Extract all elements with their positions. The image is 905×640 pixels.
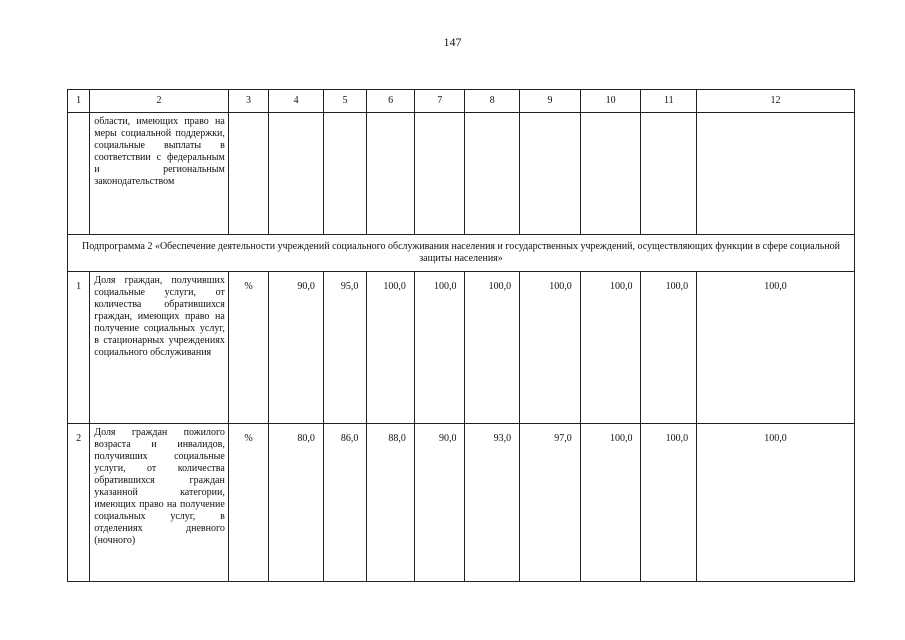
- value-cell: [367, 113, 415, 235]
- indicator-description: [90, 113, 229, 235]
- header-cell: 6: [367, 90, 415, 113]
- value-cell: 80,0: [269, 424, 324, 582]
- value-cell: 100,0: [580, 272, 641, 424]
- value-cell: 100,0: [641, 424, 697, 582]
- value-cell: [641, 113, 697, 235]
- value-cell: [520, 113, 581, 235]
- value-cell: 100,0: [641, 272, 697, 424]
- header-cell: 10: [580, 90, 641, 113]
- value-cell: 100,0: [414, 272, 465, 424]
- value-cell: [465, 113, 520, 235]
- value-cell: 100,0: [520, 272, 581, 424]
- value-cell: 100,0: [697, 272, 855, 424]
- value-cell: [580, 113, 641, 235]
- description-text: Доля граждан пожилого возраста и инвалидов, получивших социальные услуги, от количества обратившихся граждан указанной категории, имеющих право на получение социальных услуг, в отделениях дневного (ночного): [94, 427, 225, 546]
- value-cell: 100,0: [697, 424, 855, 582]
- value-cell: 100,0: [465, 272, 520, 424]
- header-cell: 3: [228, 90, 268, 113]
- subprogram-row: [68, 235, 855, 272]
- value-cell: [269, 113, 324, 235]
- continuation-row: [68, 113, 855, 235]
- value-cell: [323, 113, 366, 235]
- row-number-cell: 1: [68, 272, 90, 424]
- header-cell: 2: [90, 90, 229, 113]
- header-cell: 9: [520, 90, 581, 113]
- indicator-description: [90, 272, 229, 424]
- value-cell: 100,0: [367, 272, 415, 424]
- header-cell: 7: [414, 90, 465, 113]
- description-text: Доля граждан, получивших социальные услуги, от количества обратившихся граждан, имеющих право на получение социальных услуг, в стационарных учреждениях социального обслуживания: [94, 275, 225, 358]
- description-text: области, имеющих право на меры социальной поддержки, социальные выплаты в соответствии с федеральным и региональным законодательством: [94, 116, 225, 187]
- header-cell: 11: [641, 90, 697, 113]
- header-cell: 12: [697, 90, 855, 113]
- header-cell: 5: [323, 90, 366, 113]
- value-cell: 88,0: [367, 424, 415, 582]
- header-cell: 4: [269, 90, 324, 113]
- indicator-description: [90, 424, 229, 582]
- row-number-cell: [68, 113, 90, 235]
- value-cell: 97,0: [520, 424, 581, 582]
- value-cell: 90,0: [269, 272, 324, 424]
- row-number-cell: 2: [68, 424, 90, 582]
- header-row: [68, 90, 855, 113]
- value-cell: 93,0: [465, 424, 520, 582]
- page-number: 147: [443, 35, 462, 49]
- subprogram-title: Подпрограмма 2 «Обеспечение деятельности учреждений социального обслуживания населения и государственных учреждений, осуществляющих функции в сфере социальной защиты населения»: [68, 235, 855, 272]
- unit-cell: %: [228, 424, 268, 582]
- value-cell: [697, 113, 855, 235]
- value-cell: 86,0: [323, 424, 366, 582]
- indicators-table: [67, 89, 855, 582]
- indicator-row: [68, 424, 855, 582]
- value-cell: 90,0: [414, 424, 465, 582]
- unit-cell: [228, 113, 268, 235]
- value-cell: 95,0: [323, 272, 366, 424]
- value-cell: 100,0: [580, 424, 641, 582]
- indicator-row: [68, 272, 855, 424]
- value-cell: [414, 113, 465, 235]
- unit-cell: %: [228, 272, 268, 424]
- header-cell: 1: [68, 90, 90, 113]
- header-cell: 8: [465, 90, 520, 113]
